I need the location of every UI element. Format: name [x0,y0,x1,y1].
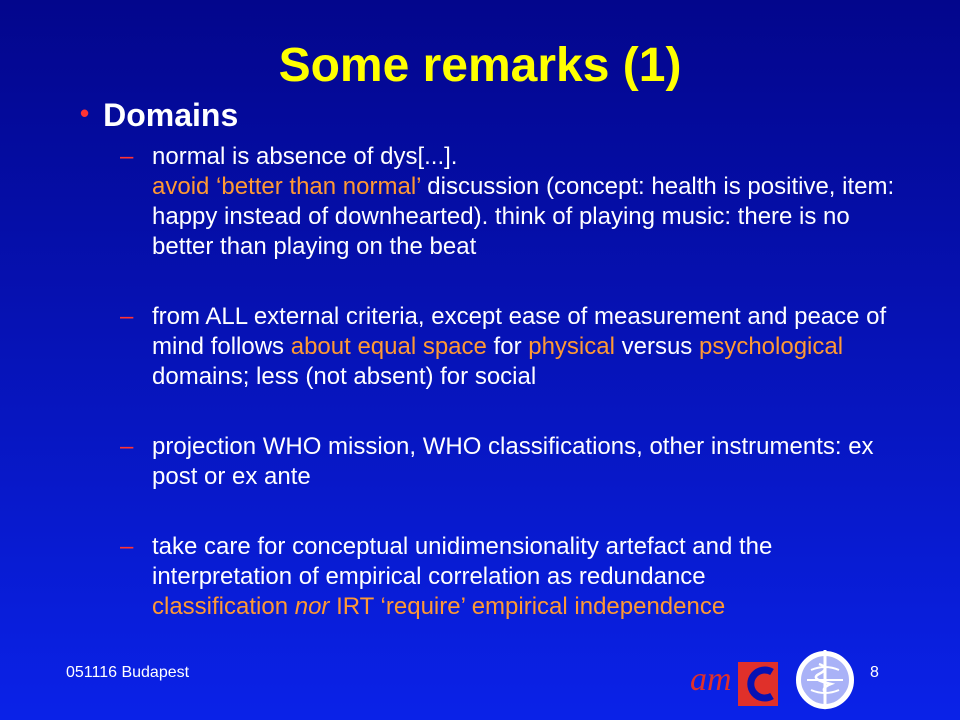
slide-title: Some remarks (1) [278,39,682,92]
list-item-projection [120,432,910,492]
item-highlight: about equal space [290,333,487,360]
bullet-icon: • [80,98,90,128]
amc-logo-icon [688,648,788,712]
item-highlight-italic: nor [294,593,330,620]
item-highlight: IRT ‘require’ empirical independence [329,593,726,620]
item-text: projection WHO mission, WHO classifications, other instruments: ex post or ex ante [152,433,874,490]
item-text: versus [614,333,699,360]
heading-domains [80,96,238,134]
item-text: normal is absence of dys[...]. [152,143,458,170]
bullet-list [120,142,910,662]
dash-icon: – [120,533,134,560]
item-text: for [486,333,529,360]
page-number: 8 [870,664,879,681]
who-emblem-icon [785,640,865,720]
footer-location-date: 051116 Budapest [66,664,190,681]
list-item-external-criteria [120,302,910,392]
heading-label: Domains [103,97,239,133]
amc-logo-text: am [690,661,732,698]
item-text: domains; less (not absent) for social [152,363,537,390]
item-text: from ALL external criteria, except ease of measurement and peace of mind follows [152,303,887,360]
dash-icon: – [120,143,134,170]
item-highlight: avoid ‘better than normal’ [152,173,421,200]
item-highlight: physical [528,333,615,360]
item-text: discussion (concept: health is positive, item: happy instead of downhearted). think of playing music: there is no better than playing on the beat [152,173,895,260]
dash-icon: – [120,303,134,330]
item-text: take care for conceptual unidimensionality artefact and the interpretation of empirical correlation as redundance [152,533,773,590]
list-item-unidimensionality [120,532,910,622]
list-item-normal [120,142,910,262]
dash-icon: – [120,433,134,460]
item-highlight: psychological [698,333,844,360]
item-highlight: classification [152,593,295,620]
